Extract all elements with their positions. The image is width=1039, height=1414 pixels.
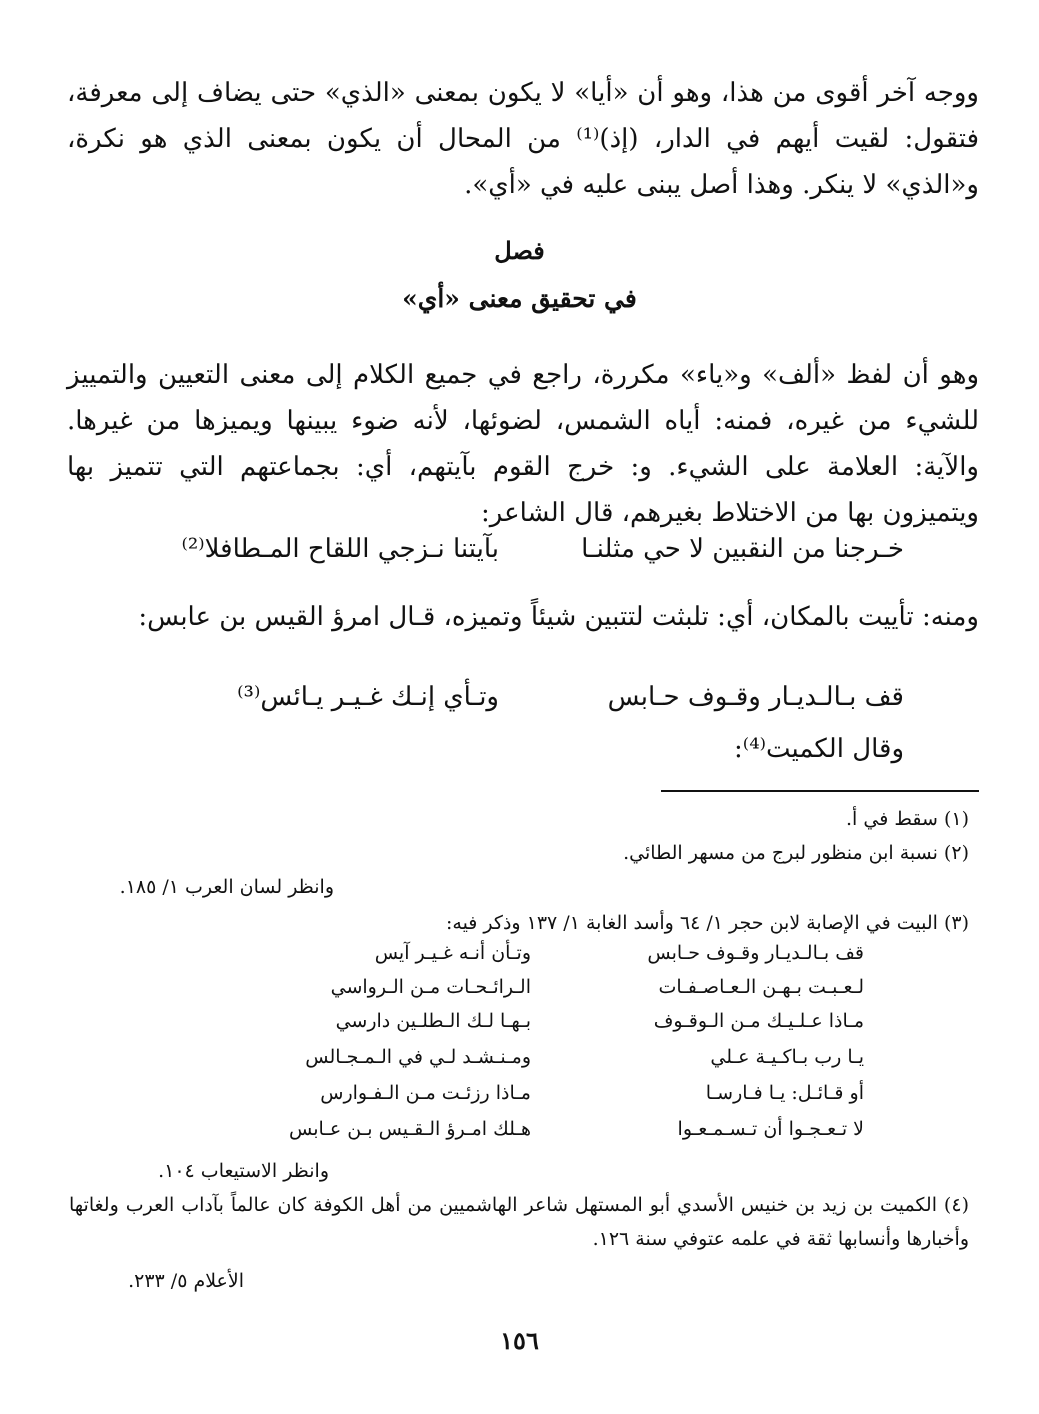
poem-left-hemistich: بـهـا لـك الـطلـين دارسي xyxy=(335,1010,531,1032)
poem-left-hemistich: مـاذا رزئـت مـن الـفـوارس xyxy=(320,1082,531,1104)
section-title: فصل xyxy=(494,236,545,265)
footnote-3: (٣) البيت في الإصابة لابن حجر ١/ ٦٤ وأسد الغابة ١/ ١٣٧ وذكر فيه: xyxy=(445,912,969,934)
poem-right-hemistich: مـاذا عـلـيـك مـن الـوقـوف xyxy=(653,1010,864,1032)
poem-right-hemistich: أو قـائـل: يـا فـارسـا xyxy=(705,1082,864,1104)
poem-right-hemistich: قف بـالـديـار وقـوف حـابس xyxy=(647,942,864,964)
main-paragraph: وهو أن لفظ «ألف» و«ياء» مكررة، راجع في جميع الكلام إلى معنى التعيين والتمييز للشيء من غيره، فمنه: أياه الشمس، لضوئها، لأنه ضوء يبينها ويميزها من غيرها. والآية: العلامة على الشيء. و: خرج القوم بآيتهم، أي: بجماعتهم التي تتميز بها ويتميزون بها من الاختلاط بغيرهم، قال الشاعر: xyxy=(67,360,979,528)
poem-left-hemistich: ومـنـشـد لـي في الـمـجـالس xyxy=(305,1046,531,1068)
section-subtitle: في تحقيق معنى «أي» xyxy=(402,284,637,313)
paragraph-after-verse-1: ومنه: تأييت بالمكان، أي: تلبثت لتتبين شيئاً وتميزه، قـال امرؤ القيس بن عابس: xyxy=(138,602,979,632)
footnote-4-reference: الأعلام ٥/ ٢٣٣. xyxy=(128,1270,244,1292)
verse-1-second-hemistich: بآيتنا نـزجي اللقاح المـطافلا⁽²⁾ xyxy=(181,534,499,564)
opening-paragraph: ووجه آخر أقوى من هذا، وهو أن «أيا» لا يكون بمعنى «الذي» حتى يضاف إلى معرفة، فتقول: لقيت أيهم في الدار، (إذ)⁽¹⁾ من المحال أن يكون بمعنى الذي هو نكرة، و«الذي» لا ينكر. وهذا أصل يبنى عليه في «أي». xyxy=(67,78,979,200)
footnote-2-reference: وانظر لسان العرب ١/ ١٨٥. xyxy=(119,876,334,898)
footnote-2: (٢) نسبة ابن منظور لبرج من مسهر الطائي. xyxy=(623,842,969,864)
poem-right-hemistich: لا تـعـجـوا أن تـسـمـعـوا xyxy=(677,1118,864,1140)
page-number: ١٥٦ xyxy=(500,1326,539,1355)
footnote-separator xyxy=(661,790,979,792)
verse-1-first-hemistich: خـرجنا من النقبين لا حي مثلنـا xyxy=(581,534,904,564)
footnote-3-reference: وانظر الاستيعاب ١٠٤. xyxy=(158,1160,329,1182)
closing-line: وقال الكميت⁽⁴⁾: xyxy=(734,734,904,764)
footnote-4: (٤) الكميت بن زيد بن خنيس الأسدي أبو المستهل شاعر الهاشميين من أهل الكوفة كان عالماً بآداب العرب ولغاتها وأخبارها وأنسابها ثقة في علمه عتوفي سنة ١٢٦. xyxy=(69,1194,969,1250)
poem-left-hemistich: الـرائـحـات مـن الـرواسي xyxy=(330,976,531,998)
poem-right-hemistich: يـا رب بـاكـيـة عـلي xyxy=(710,1046,864,1068)
footnote-1: (١) سقط في أ. xyxy=(846,808,969,830)
verse-2-first-hemistich: قف بـالـديـار وقـوف حـابس xyxy=(607,682,904,712)
verse-2-second-hemistich: وتـأي إنـك غـيـر يـائس⁽³⁾ xyxy=(237,682,499,712)
poem-left-hemistich: وتـأن أنـه غـيـر آيس xyxy=(374,942,531,964)
poem-left-hemistich: هـلك امـرؤ الـقـيس بـن عـابس xyxy=(288,1118,531,1140)
poem-right-hemistich: لـعـبـت بـهـن الـعـاصـفـات xyxy=(658,976,864,998)
